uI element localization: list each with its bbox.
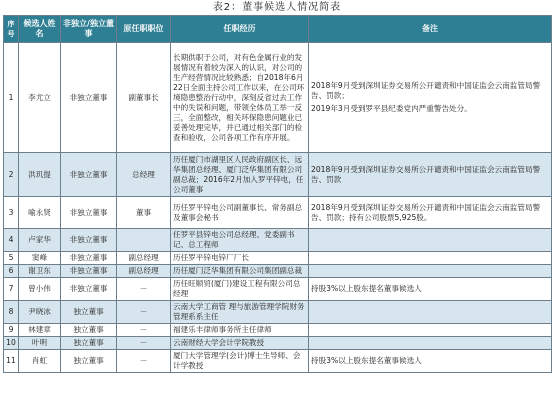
cell-no: 5: [4, 252, 19, 265]
cell-position: 总经理: [117, 153, 171, 197]
cell-name: 尹晓冰: [19, 301, 61, 324]
cell-type: 独立董事: [61, 337, 117, 350]
cell-notes: [309, 337, 552, 350]
cell-name: 窦峰: [19, 252, 61, 265]
table-row: [4, 43, 552, 153]
table-row: [4, 197, 552, 229]
cell-notes: [309, 252, 552, 265]
table-row: [4, 278, 552, 301]
cell-type: 独立董事: [61, 324, 117, 337]
cell-notes: [309, 324, 552, 337]
cell-type: 非独立董事: [61, 197, 117, 229]
cell-position: 董事: [117, 197, 171, 229]
cell-experience: 福建乐丰律师事务所主任律师: [171, 324, 309, 337]
cell-notes: [309, 350, 552, 373]
cell-no: 10: [4, 337, 19, 350]
cell-position: 副总经理: [117, 252, 171, 265]
cell-position: 副董事长: [117, 43, 171, 153]
table-row: [4, 229, 552, 252]
cell-experience: 厦门大学管理学(会计)博士生导师、会计学教授: [171, 350, 309, 373]
cell-no: 6: [4, 265, 19, 278]
cell-type: 非独立董事: [61, 43, 117, 153]
cell-experience: 长期供职于公司，对有色金属行业的发展情况有着较为深入的认识，对公司的生产经营情况比较熟悉；自2018年6月22日全面主持公司工作以来，在公司环境隐患整治行动中，深刻反省过去工作中的失误和问题，带领全体员工举一反三，全面整改，相关环保隐患问题业已妥善处理完毕，并已通过相关部门的检查和验收，公司各项工作有序开展。: [171, 43, 309, 153]
cell-name: 谢卫东: [19, 265, 61, 278]
cell-position: －: [117, 337, 171, 350]
cell-name: 李尤立: [19, 43, 61, 153]
cell-name: 卢家华: [19, 229, 61, 252]
cell-type: 非独立董事: [61, 229, 117, 252]
header-row: [4, 16, 552, 43]
note-line: 2018年9月受到深圳证券交易所公开谴责和中国证监会云南监管局警告、罚款；: [311, 81, 541, 100]
table-row: [4, 324, 552, 337]
note-line: 持股3%以上股东提名董事候选人: [311, 356, 422, 365]
cell-name: 喻永贤: [19, 197, 61, 229]
cell-experience: 历任旺顺贸(厦门)建设工程有限公司总经理: [171, 278, 309, 301]
cell-experience: 历任厦门市湖里区人民政府副区长、远华集团总经理、厦门泛华集团有限公司副总裁；2016年2月加入罗平锌电，任公司董事: [171, 153, 309, 197]
cell-notes: [309, 197, 552, 229]
table-row: [4, 153, 552, 197]
cell-notes: [309, 153, 552, 197]
cell-no: 11: [4, 350, 19, 373]
cell-experience: 云南财经大学会计学院教授: [171, 337, 309, 350]
cell-position: －: [117, 301, 171, 324]
candidate-table: [3, 15, 552, 373]
cell-experience: 历任厦门泛华集团有限公司集团副总裁: [171, 265, 309, 278]
table-row: [4, 301, 552, 324]
table-title: 表2：董事候选人情况简表: [212, 2, 342, 13]
cell-position: －: [117, 350, 171, 373]
cell-experience: 历任罗平锌电锌厂厂长: [171, 252, 309, 265]
cell-type: 独立董事: [61, 350, 117, 373]
header-notes: 备注: [309, 16, 552, 43]
cell-type: 独立董事: [61, 301, 117, 324]
cell-name: 叶明: [19, 337, 61, 350]
cell-name: 肖虹: [19, 350, 61, 373]
header-no: 序号: [4, 16, 19, 43]
cell-name: 曾小伟: [19, 278, 61, 301]
cell-name: 林建章: [19, 324, 61, 337]
header-type: 非独立/独立董事: [61, 16, 117, 43]
note-line: 持股3%以上股东提名董事候选人: [311, 284, 422, 293]
cell-no: 9: [4, 324, 19, 337]
cell-no: 4: [4, 229, 19, 252]
table-row: [4, 350, 552, 373]
cell-notes: [309, 278, 552, 301]
cell-position: 副总经理: [117, 265, 171, 278]
header-name: 候选人姓名: [19, 16, 61, 43]
cell-type: 非独立董事: [61, 153, 117, 197]
cell-experience: 任罗平县锌电公司总经理、党委副书记、总工程师: [171, 229, 309, 252]
cell-no: 2: [4, 153, 19, 197]
cell-no: 3: [4, 197, 19, 229]
note-line: 2018年9月受到深圳证券交易所公开谴责和中国证监会云南监管局警告、罚款: [311, 164, 541, 184]
cell-experience: 历任罗平锌电公司副董事长、常务副总及董事会秘书: [171, 197, 309, 229]
cell-position: －: [117, 278, 171, 301]
cell-notes: [309, 301, 552, 324]
cell-notes: [309, 229, 552, 252]
cell-no: 8: [4, 301, 19, 324]
table-row: [4, 252, 552, 265]
cell-type: 非独立董事: [61, 252, 117, 265]
header-position: 原任职职位: [117, 16, 171, 43]
cell-position: [117, 229, 171, 252]
cell-type: 非独立董事: [61, 278, 117, 301]
note-line: 2018年9月受到深圳证券交易所公开谴责和中国证监会云南监管局警告、罚款；持有公司股票5,925股。: [311, 202, 541, 222]
cell-no: 1: [4, 43, 19, 153]
cell-name: 洪玑提: [19, 153, 61, 197]
header-experience: 任职经历: [171, 16, 309, 43]
cell-type: 非独立董事: [61, 265, 117, 278]
note-line: 2019年3月受到罗平县纪委党内严重警告处分。: [311, 104, 472, 113]
cell-position: －: [117, 324, 171, 337]
table-row: [4, 337, 552, 350]
cell-no: 7: [4, 278, 19, 301]
cell-experience: 云南大学工商管 理与旅游管理学院财务管理系系主任: [171, 301, 309, 324]
cell-notes: [309, 265, 552, 278]
table-row: [4, 265, 552, 278]
cell-notes: [309, 43, 552, 153]
